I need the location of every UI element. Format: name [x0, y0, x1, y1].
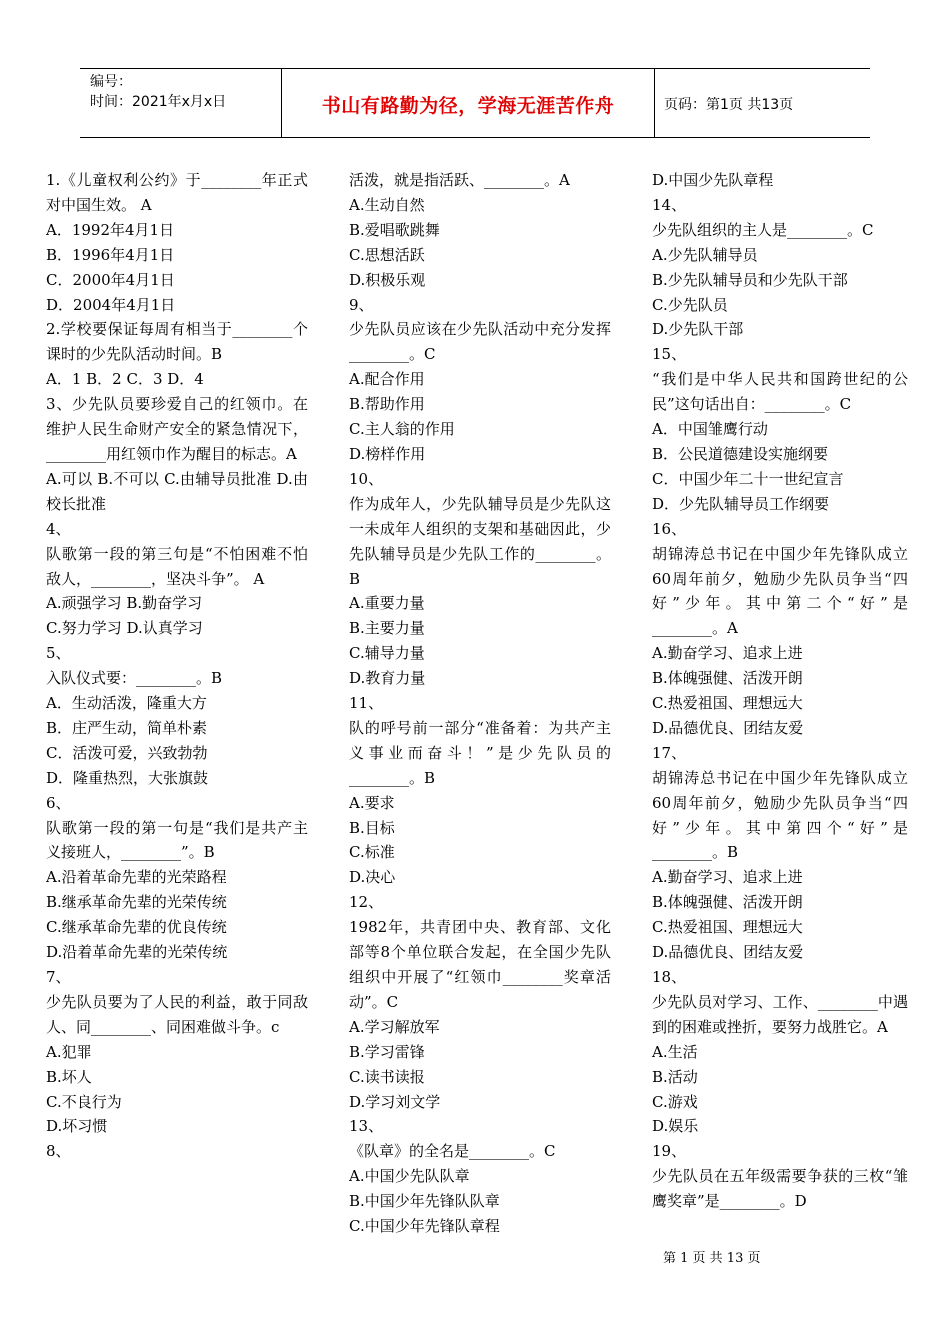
- question-line: A.顽强学习 B.勤奋学习: [46, 594, 203, 613]
- question-line: B.帮助作用: [349, 395, 425, 414]
- question-line: 少先队员对学习、工作、________中遇到的困难或挫折，要努力战胜它。A: [652, 992, 908, 1036]
- question-line: A.少先队辅导员: [652, 245, 758, 264]
- question-line: 8、: [46, 1142, 71, 1161]
- question-line: B.坏人: [46, 1067, 92, 1086]
- question-line: C.读书读报: [349, 1067, 425, 1086]
- text-column-2: [349, 168, 611, 1239]
- question-line: 17、: [652, 743, 687, 762]
- question-line: B.中国少年先锋队队章: [349, 1192, 500, 1211]
- question-line: A.勤奋学习、追求上进: [652, 644, 803, 663]
- question-line: “我们是中华人民共和国跨世纪的公民”这句话出自：________。C: [652, 370, 908, 414]
- question-line: A.可以 B.不可以 C.由辅导员批准 D.由校长批准: [46, 469, 308, 513]
- question-line: C．2000年4月1日: [46, 270, 175, 289]
- question-line: 10、: [349, 469, 384, 488]
- question-line: 13、: [349, 1117, 384, 1136]
- header-left-cell: [80, 69, 280, 137]
- question-line: B．公民道德建设实施纲要: [652, 444, 829, 463]
- question-line: A.学习解放军: [349, 1017, 440, 1036]
- question-line: D.决心: [349, 868, 396, 887]
- question-line: 6、: [46, 793, 71, 812]
- question-line: C.思想活跃: [349, 245, 425, 264]
- question-line: 5、: [46, 644, 71, 663]
- question-line: D.坏习惯: [46, 1117, 108, 1136]
- question-line: B.少先队辅导员和少先队干部: [652, 270, 848, 289]
- question-line: D．少先队辅导员工作纲要: [652, 494, 830, 513]
- question-line: B.目标: [349, 818, 395, 837]
- question-line: C.主人翁的作用: [349, 420, 455, 439]
- question-line: 2.学校要保证每周有相当于________个课时的少先队活动时间。B: [46, 320, 308, 364]
- question-line: D.品德优良、团结友爱: [652, 718, 804, 737]
- question-line: A.犯罪: [46, 1042, 92, 1061]
- question-line: 少先队组织的主人是________。C: [652, 220, 874, 239]
- question-line: 少先队员在五年级需要争获的三枚“雏鹰奖章”是________。D: [652, 1167, 908, 1211]
- question-line: 胡锦涛总书记在中国少年先锋队成立60周年前夕，勉励少先队员争当“四好”少年。其中第二个“好”是________。A: [652, 544, 908, 638]
- question-line: A.中国少先队队章: [349, 1167, 470, 1186]
- question-line: D.学习刘文学: [349, 1092, 441, 1111]
- page-header: [80, 68, 870, 138]
- question-line: B.爱唱歌跳舞: [349, 220, 440, 239]
- question-line: A．1 B．2 C．3 D．4: [46, 370, 204, 389]
- header-right-cell: [654, 69, 870, 137]
- header-center-cell: [281, 69, 655, 137]
- question-line: B．1996年4月1日: [46, 245, 175, 264]
- question-line: 入队仪式要：________。B: [46, 669, 223, 688]
- question-line: 4、: [46, 519, 71, 538]
- question-line: B.体魄强健、活泼开朗: [652, 669, 803, 688]
- header-motto: 书山有路勤为径，学海无涯苦作舟: [321, 95, 615, 117]
- question-line: D.榜样作用: [349, 444, 426, 463]
- question-line: B．庄严生动，简单朴素: [46, 718, 208, 737]
- question-line: A．中国雏鹰行动: [652, 420, 768, 439]
- page-footer: 第 1 页 共 13 页: [663, 1251, 761, 1266]
- question-line: A．1992年4月1日: [46, 220, 175, 239]
- question-line: 9、: [349, 295, 374, 314]
- question-line: B.体魄强健、活泼开朗: [652, 893, 803, 912]
- question-line: C.热爱祖国、理想远大: [652, 694, 803, 713]
- question-line: C.辅导力量: [349, 644, 425, 663]
- question-line: A.要求: [349, 793, 395, 812]
- question-line: B.活动: [652, 1067, 698, 1086]
- question-line: 3、少先队员要珍爱自己的红领巾。在维护人民生命财产安全的紧急情况下，________用红领巾作为醒目的标志。A: [46, 395, 308, 463]
- question-line: D.积极乐观: [349, 270, 426, 289]
- question-line: A.重要力量: [349, 594, 425, 613]
- question-line: 14、: [652, 195, 687, 214]
- question-line: 19、: [652, 1142, 687, 1161]
- question-line: A．生动活泼，隆重大方: [46, 694, 207, 713]
- question-line: 12、: [349, 893, 384, 912]
- question-line: A.配合作用: [349, 370, 425, 389]
- question-line: D.中国少先队章程: [652, 171, 774, 189]
- question-line: C.努力学习 D.认真学习: [46, 619, 203, 638]
- text-column-3: [652, 168, 908, 1214]
- question-line: C.标准: [349, 843, 395, 862]
- question-line: 1982年，共青团中央、教育部、文化部等8个单位联合发起，在全国少先队组织中开展了“红领巾________奖章活动”。C: [349, 918, 611, 1011]
- text-column-1: [46, 168, 308, 1164]
- question-line: C.中国少年先锋队章程: [349, 1217, 500, 1236]
- question-line: D.娱乐: [652, 1117, 699, 1136]
- question-line: 活泼，就是指活跃、________。A: [349, 171, 570, 189]
- question-line: B.继承革命先辈的光荣传统: [46, 893, 227, 912]
- question-line: A.勤奋学习、追求上进: [652, 868, 803, 887]
- question-line: A.沿着革命先辈的光荣路程: [46, 868, 227, 887]
- question-line: 作为成年人，少先队辅导员是少先队这一未成年人组织的支架和基础因此，少先队辅导员是少先队工作的________。B: [349, 494, 611, 588]
- question-line: A.生活: [652, 1042, 698, 1061]
- question-line: B.主要力量: [349, 619, 425, 638]
- question-line: 18、: [652, 968, 687, 986]
- question-line: 7、: [46, 968, 71, 986]
- question-line: D.教育力量: [349, 669, 426, 688]
- question-line: 1.《儿童权利公约》于________年正式对中国生效。 A: [46, 171, 308, 214]
- question-line: D.品德优良、团结友爱: [652, 943, 804, 962]
- question-line: C.继承革命先辈的优良传统: [46, 918, 227, 937]
- question-line: C．中国少年二十一世纪宣言: [652, 469, 844, 488]
- question-line: C.不良行为: [46, 1092, 122, 1111]
- page-number-label: 页码：第1页 共13页: [664, 97, 794, 113]
- question-line: D．隆重热烈，大张旗鼓: [46, 768, 209, 787]
- question-line: C.少先队员: [652, 295, 728, 314]
- question-line: 队歌第一段的第一句是“我们是共产主义接班人，________”。B: [46, 818, 308, 862]
- question-line: 胡锦涛总书记在中国少年先锋队成立60周年前夕，勉励少先队员争当“四好”少年。其中第四个“好”是________。B: [652, 768, 908, 862]
- question-line: D.少先队干部: [652, 320, 744, 339]
- document-number-label: 编号：: [90, 74, 132, 90]
- question-line: 少先队员要为了人民的利益，敢于同敌人、同________、同困难做斗争。c: [46, 992, 308, 1036]
- question-line: 队歌第一段的第三句是“不怕困难不怕敌人，________，坚决斗争”。 A: [46, 544, 308, 588]
- question-line: C.热爱祖国、理想远大: [652, 918, 803, 937]
- question-line: B.学习雷锋: [349, 1042, 425, 1061]
- question-line: 11、: [349, 694, 384, 713]
- question-line: 《队章》的全名是________。C: [349, 1142, 556, 1161]
- question-line: C.游戏: [652, 1092, 698, 1111]
- question-line: 15、: [652, 345, 687, 364]
- question-line: A.生动自然: [349, 195, 425, 214]
- question-line: 少先队员应该在少先队活动中充分发挥________。C: [349, 320, 611, 364]
- question-line: D．2004年4月1日: [46, 295, 176, 314]
- question-line: C．活泼可爱，兴致勃勃: [46, 743, 208, 762]
- question-line: D.沿着革命先辈的光荣传统: [46, 943, 228, 962]
- question-line: 16、: [652, 519, 687, 538]
- document-date-label: 时间：2021年x月x日: [90, 94, 227, 110]
- question-line: 队的呼号前一部分“准备着：为共产主义事业而奋斗！”是少先队员的________。B: [349, 718, 611, 787]
